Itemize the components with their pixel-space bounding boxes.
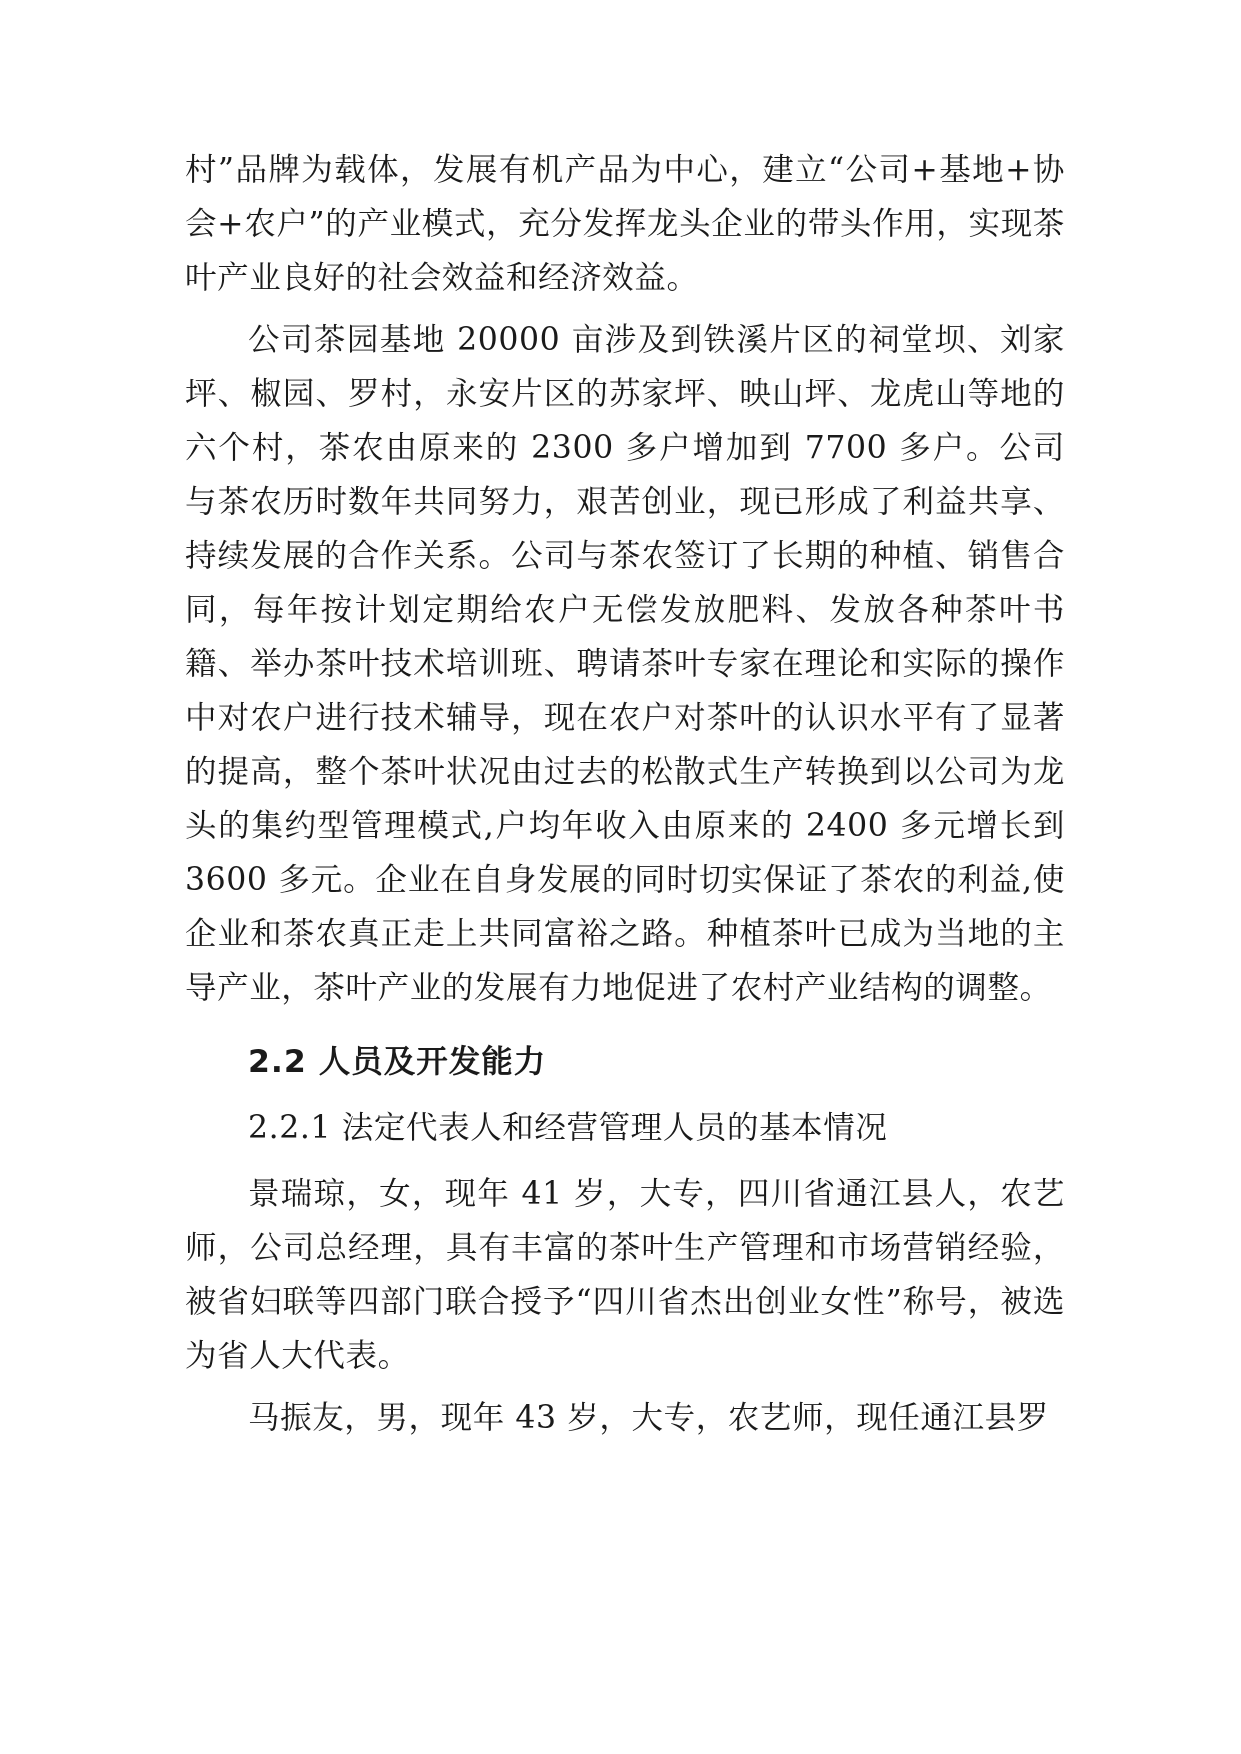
paragraph-person-ma: 马振友，男，现年 43 岁，大专，农艺师，现任通江县罗 [248, 1400, 1049, 1436]
paragraph-tea-base: 公司茶园基地 20000 亩涉及到铁溪片区的祠堂坝、刘家坪、椒园、罗村，永安片区的苏家坪、映山坪、龙虎山等地的六个村，茶农由原来的 2300 多户增加到 7700 多户。公司与茶农历时数年共同努力，艰苦创业，现已形成了利益共享、持续发展的合作关系。公司与茶农签订了长期的种植、销售合同，每年按计划定期给农户无偿发放肥料、发放各种茶叶书籍、举办茶叶技术培训班、聘请茶叶专家在理论和实际的操作中对农户进行技术辅导，现在农户对茶叶的认识水平有了显著的提高，整个茶叶状况由过去的松散式生产转换到以公司为龙头的集约型管理模式,户均年收入由原来的 2400 多元增长到 3600 多元。企业在自身发展的同时切实保证了茶农的利益,使企业和茶农真正走上共同富裕之路。种植茶叶已成为当地的主导产业，茶叶产业的发展有力地促进了农村产业结构的调整。 [185, 322, 1065, 1006]
paragraph-continuation: 村”品牌为载体，发展有机产品为中心，建立“公司+基地+协会+农户”的产业模式，充分发挥龙头企业的带头作用，实现茶叶产业良好的社会效益和经济效益。 [185, 152, 1065, 296]
document-page [185, 143, 1065, 1445]
section-heading: 2.2 人员及开发能力 [248, 1044, 547, 1080]
subsection-heading: 2.2.1 法定代表人和经营管理人员的基本情况 [248, 1110, 888, 1146]
paragraph-person-jing: 景瑞琼，女，现年 41 岁，大专，四川省通江县人，农艺师，公司总经理，具有丰富的茶叶生产管理和市场营销经验，被省妇联等四部门联合授予“四川省杰出创业女性”称号，被选为省人大代表。 [185, 1176, 1065, 1374]
